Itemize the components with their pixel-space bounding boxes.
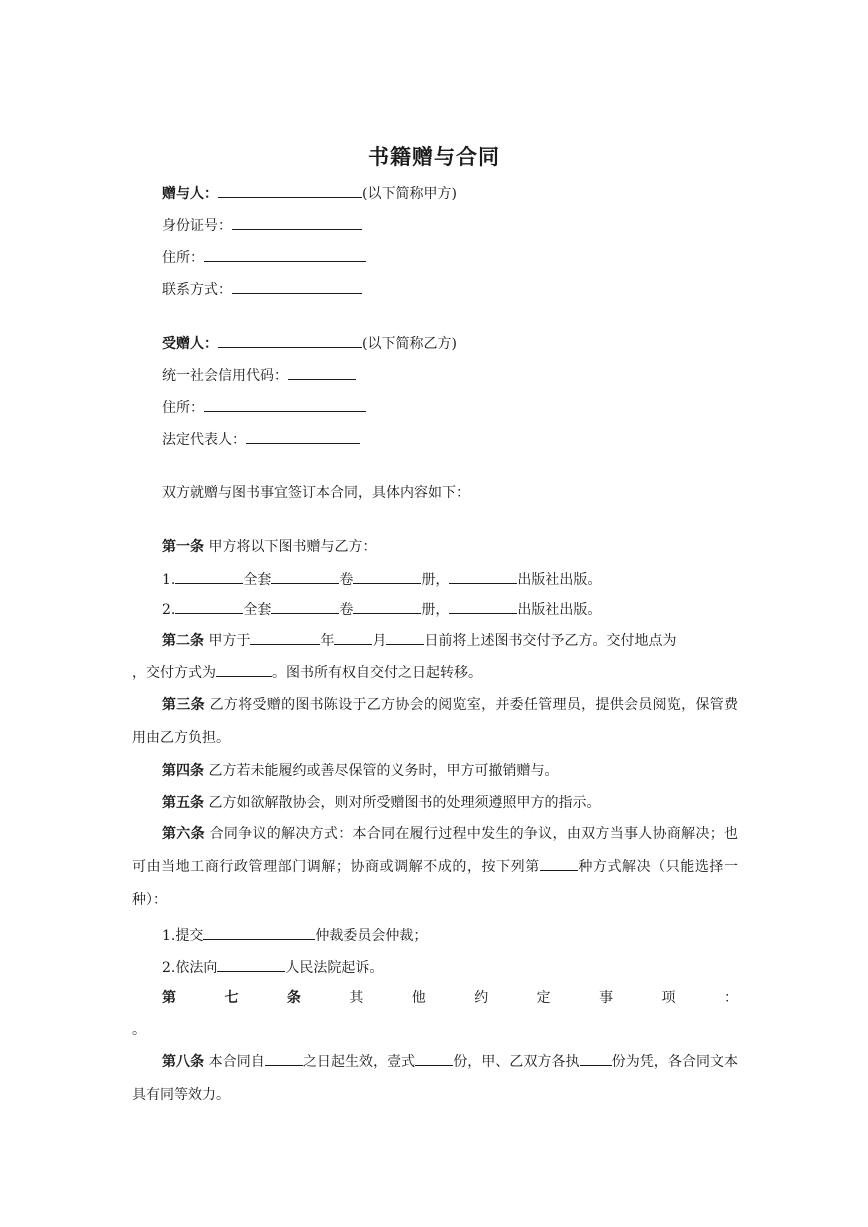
article-7-char: 条 — [286, 990, 301, 1006]
article-1 — [162, 537, 376, 557]
article-4 — [162, 761, 558, 781]
donor-address-label: 住所： — [162, 250, 204, 266]
article-2-year: 年 — [320, 633, 335, 649]
article-2-month: 月 — [372, 633, 387, 649]
article-7-char: 其 — [349, 990, 364, 1006]
book-2-copies: 册， — [421, 602, 450, 618]
article-5 — [162, 793, 600, 813]
article-7-char: 七 — [224, 990, 239, 1006]
article-8-text-2: 之日起生效，壹式 — [302, 1054, 416, 1070]
article-8-text-4: 份为凭，各合同文本具有同等效力。 — [132, 1054, 739, 1103]
article-1-title: 第一条 — [162, 539, 204, 555]
recipient-address-label: 住所： — [162, 400, 204, 416]
book-1-title-blank[interactable] — [175, 569, 243, 584]
book-2-publisher-blank[interactable] — [449, 599, 517, 614]
recipient-credit-label: 统一社会信用代码： — [162, 368, 288, 384]
article-6-option-1 — [162, 925, 427, 946]
book-1-volume: 卷 — [339, 572, 354, 588]
article-6-text-1: 合同争议的解决方式：本合同在履行过程中发生的争议，由双方当事人协商解决；也可由当地工商行政管理部门调解；协商或调解不成的，按下列第 — [132, 826, 739, 875]
article-7-char: 项 — [661, 990, 676, 1006]
article-2-text-1: 甲方于 — [208, 633, 251, 649]
article-7-char: ： — [723, 990, 738, 1006]
article-3-title: 第三条 — [162, 697, 205, 713]
article-8 — [132, 1046, 738, 1112]
article-8-title: 第八条 — [162, 1054, 205, 1070]
copies-each-blank[interactable] — [580, 1051, 612, 1066]
article-6 — [132, 818, 738, 917]
article-6-text-2: 种方式解决（只能选择一种）： — [132, 859, 739, 908]
book-2-volume: 卷 — [339, 602, 354, 618]
article-2-text-4: 。图书所有权自交付之日起转移。 — [272, 665, 482, 681]
article-6-option-2 — [162, 957, 383, 978]
article-4-title: 第四条 — [162, 763, 204, 779]
donor-name-blank[interactable] — [218, 183, 362, 198]
article-1-text: 甲方将以下图书赠与乙方： — [208, 539, 377, 555]
book-2-set: 全套 — [243, 602, 272, 618]
donor-id-line — [162, 215, 362, 236]
article-2-title: 第二条 — [162, 633, 204, 649]
article-7-end: 。 — [132, 1022, 146, 1038]
article-2-text-2: 日前将上述图书交付予乙方。交付地点为 — [424, 633, 677, 649]
book-2-title-blank[interactable] — [175, 599, 243, 614]
donor-contact-blank[interactable] — [232, 279, 362, 294]
page-title: 书籍赠与合同 — [368, 145, 500, 169]
effective-date-blank[interactable] — [265, 1051, 303, 1066]
book-2-prefix: 2. — [162, 602, 176, 618]
copies-total-blank[interactable] — [415, 1051, 453, 1066]
donor-suffix: (以下简称甲方) — [362, 186, 457, 202]
recipient-address-line — [162, 397, 366, 418]
recipient-rep-blank[interactable] — [246, 429, 360, 444]
article-3-text: 乙方将受赠的图书陈设于乙方协会的阅览室，并委任管理员，提供会员阅览，保管费用由乙方负担。 — [132, 697, 739, 746]
book-2-copies-blank[interactable] — [353, 599, 421, 614]
article-2-month-blank[interactable] — [334, 630, 372, 645]
arbitration-blank[interactable] — [203, 925, 315, 940]
recipient-line — [162, 333, 457, 354]
recipient-suffix: (以下简称乙方) — [362, 336, 457, 352]
article-7 — [162, 988, 738, 1008]
book-1-copies-blank[interactable] — [353, 569, 421, 584]
article-7-char: 事 — [599, 990, 614, 1006]
article-7-char: 定 — [536, 990, 551, 1006]
book-1-prefix: 1. — [162, 572, 176, 588]
book-1-publisher: 出版社出版。 — [517, 572, 602, 588]
donor-address-line — [162, 247, 366, 268]
article-2-year-blank[interactable] — [250, 630, 320, 645]
recipient-name-blank[interactable] — [218, 333, 362, 348]
book-item-2 — [162, 599, 601, 620]
donor-contact-label: 联系方式： — [162, 282, 232, 298]
book-item-1 — [162, 569, 601, 590]
article-6-option-2-a: 2.依法向 — [162, 960, 218, 976]
donor-label: 赠与人： — [162, 186, 218, 202]
article-5-text: 乙方如欲解散协会，则对所受赠图书的处理须遵照甲方的指示。 — [208, 795, 601, 811]
recipient-credit-line — [162, 365, 356, 386]
article-2 — [162, 630, 676, 651]
recipient-address-blank[interactable] — [204, 397, 366, 412]
article-6-option-1-a: 1.提交 — [162, 928, 204, 944]
donor-id-label: 身份证号： — [162, 218, 232, 234]
book-2-publisher: 出版社出版。 — [517, 602, 602, 618]
article-6-choice-blank[interactable] — [540, 856, 578, 871]
article-2-text-3: ，交付方式为 — [132, 665, 216, 681]
recipient-credit-blank[interactable] — [288, 365, 356, 380]
article-4-text: 乙方若未能履约或善尽保管的义务时，甲方可撤销赠与。 — [208, 763, 559, 779]
article-7-char: 约 — [474, 990, 489, 1006]
article-2-cont — [132, 662, 482, 683]
book-1-volume-blank[interactable] — [271, 569, 339, 584]
article-7-char: 第 — [162, 990, 176, 1006]
court-blank[interactable] — [217, 957, 285, 972]
article-8-text-3: 份，甲、乙双方各执 — [453, 1054, 580, 1070]
article-5-title: 第五条 — [162, 795, 204, 811]
article-2-method-blank[interactable] — [216, 662, 272, 677]
donor-contact-line — [162, 279, 362, 300]
intro-text: 双方就赠与图书事宜签订本合同，具体内容如下： — [162, 485, 470, 501]
recipient-rep-label: 法定代表人： — [162, 432, 246, 448]
article-8-text-1: 本合同自 — [208, 1054, 265, 1070]
donor-line — [162, 183, 457, 204]
article-6-option-2-b: 人民法院起诉。 — [285, 960, 384, 976]
article-6-title: 第六条 — [162, 826, 205, 842]
recipient-label: 受赠人： — [162, 336, 218, 352]
book-1-copies: 册， — [421, 572, 450, 588]
donor-address-blank[interactable] — [204, 247, 366, 262]
recipient-rep-line — [162, 429, 360, 450]
article-2-day-blank[interactable] — [386, 630, 424, 645]
book-1-set: 全套 — [243, 572, 272, 588]
book-1-publisher-blank[interactable] — [449, 569, 517, 584]
donor-id-blank[interactable] — [232, 215, 362, 230]
book-2-volume-blank[interactable] — [271, 599, 339, 614]
article-6-option-1-b: 仲裁委员会仲裁； — [315, 928, 428, 944]
article-3 — [132, 689, 738, 755]
article-7-char: 他 — [411, 990, 426, 1006]
